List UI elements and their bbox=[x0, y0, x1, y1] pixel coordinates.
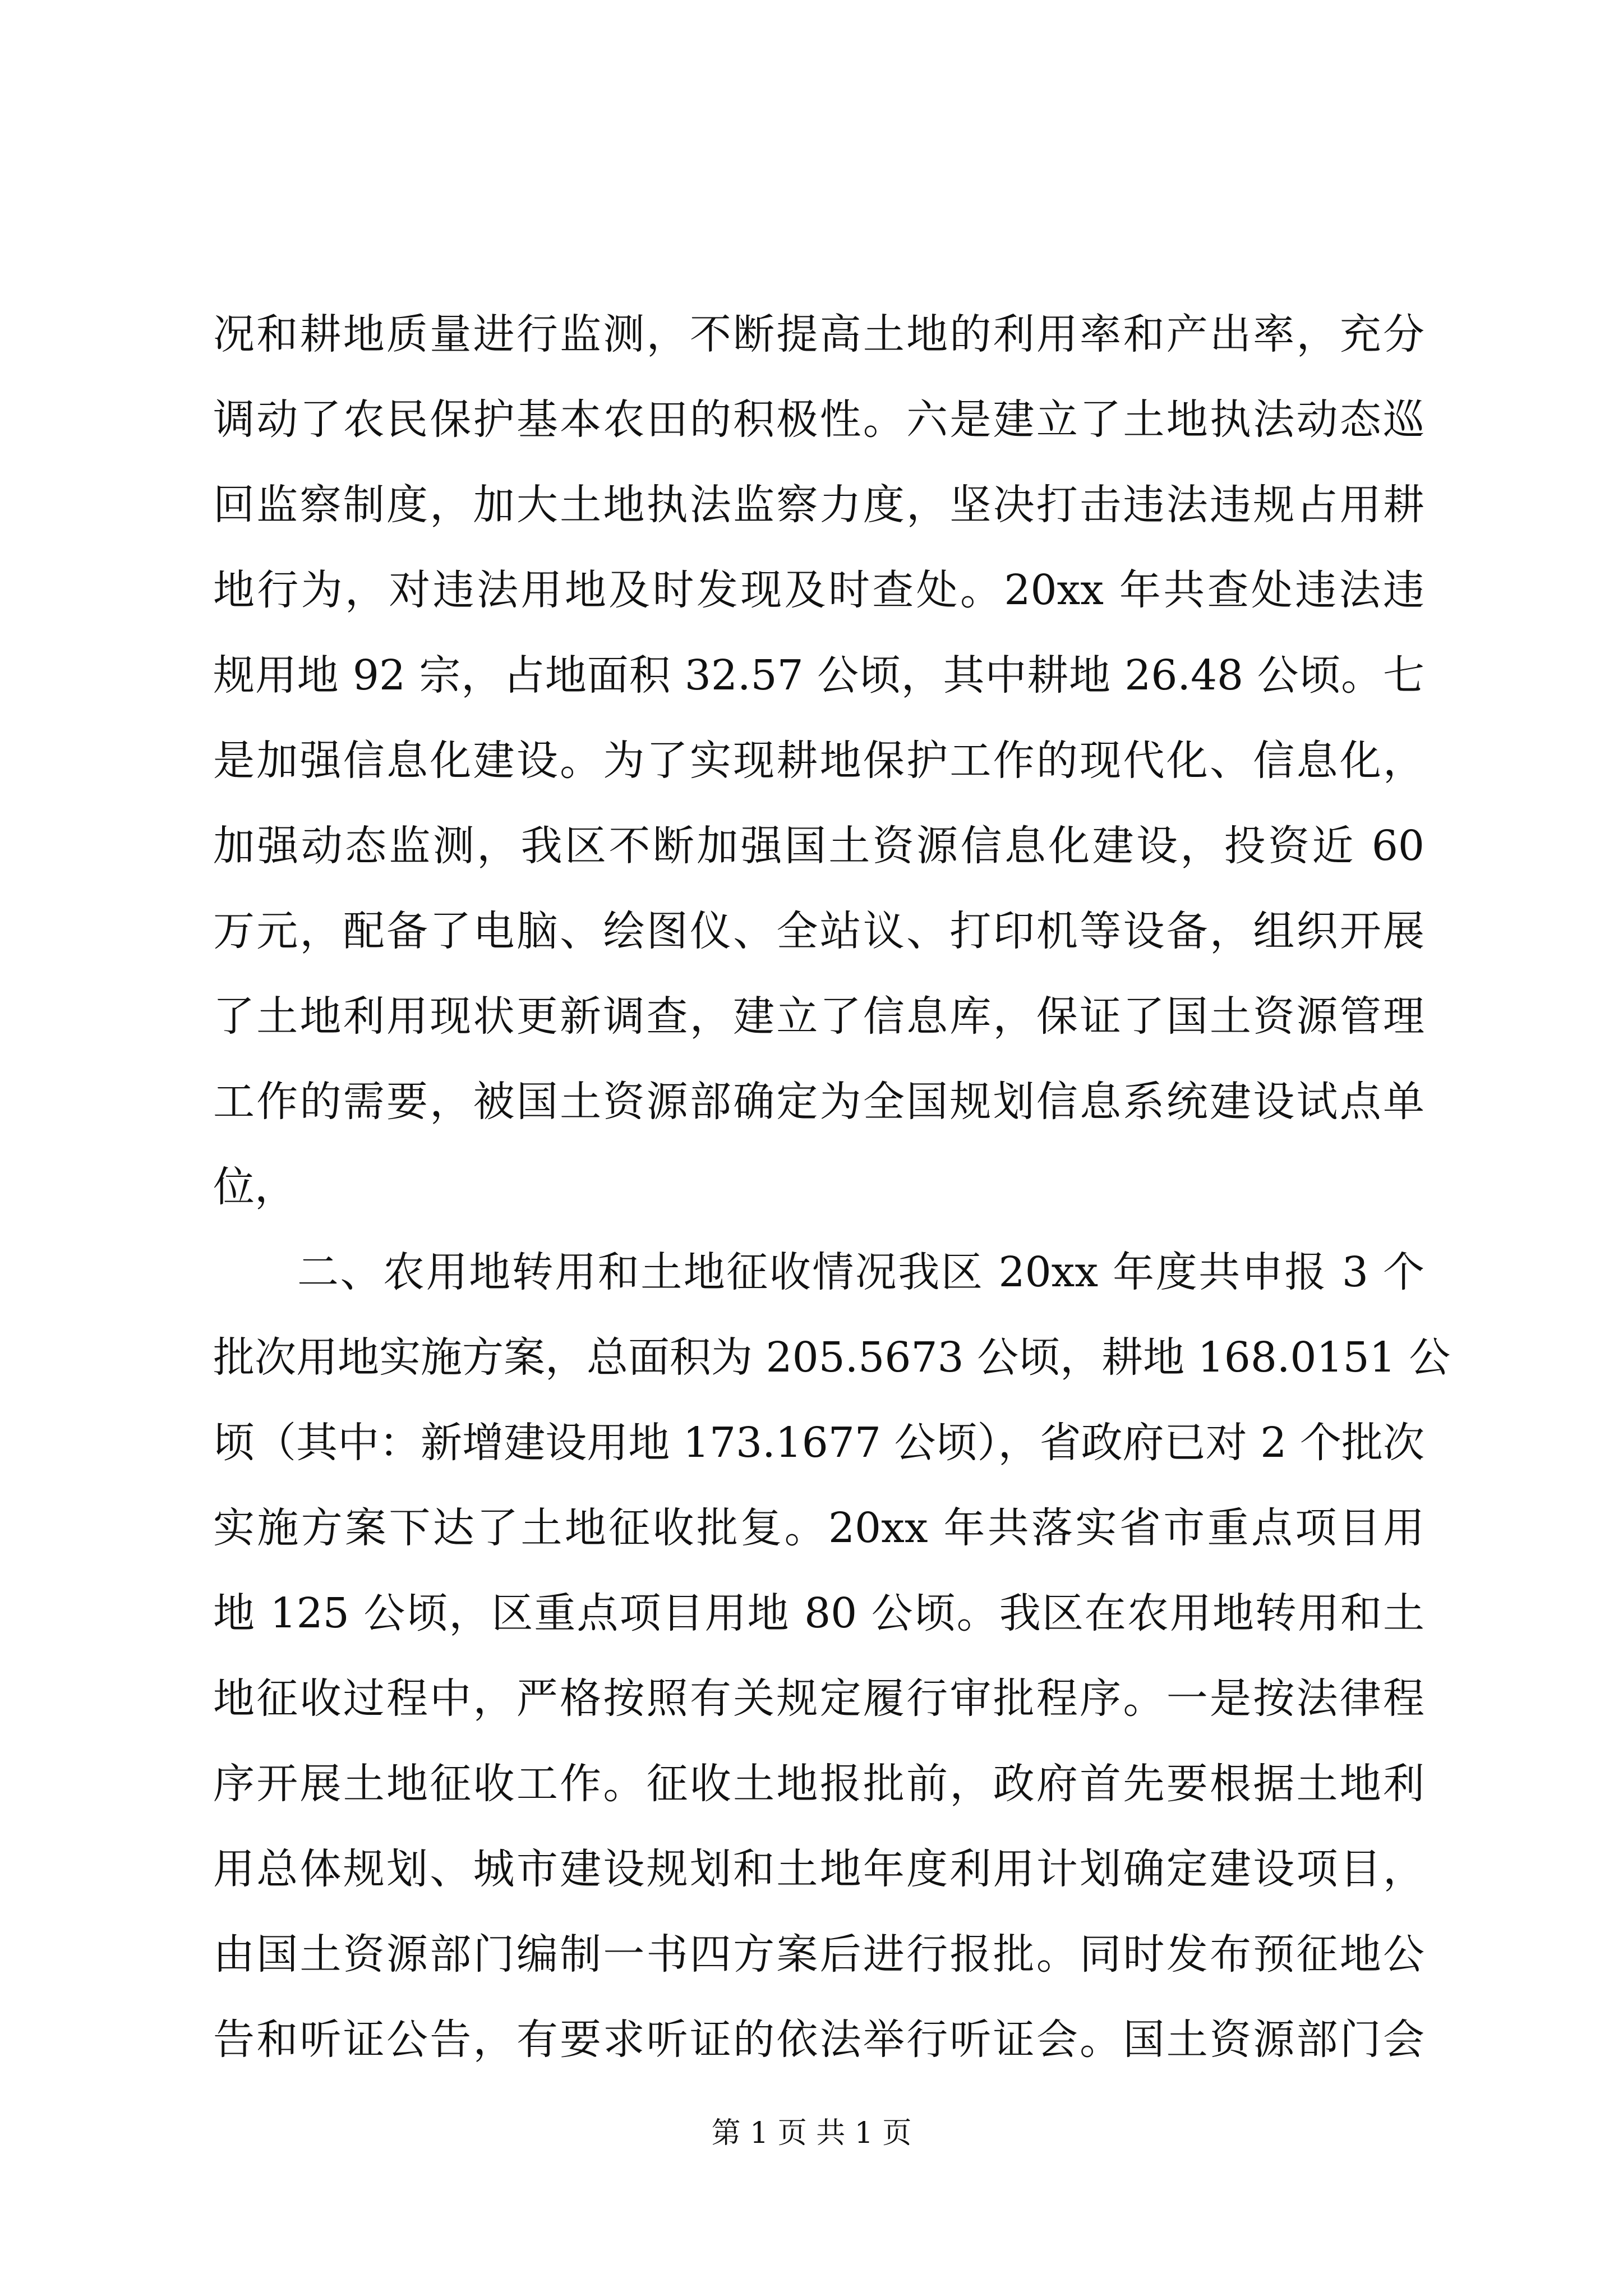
paragraph-line: 回监察制度，加大土地执法监察力度，坚决打击违法违规占用耕 bbox=[213, 481, 1424, 529]
paragraph-line: 地行为，对违法用地及时发现及时查处。20xx 年共查处违法违 bbox=[213, 566, 1424, 614]
paragraph-line: 位， bbox=[213, 1163, 296, 1211]
paragraph-line: 用总体规划、城市建设规划和土地年度利用计划确定建设项目， bbox=[213, 1845, 1424, 1893]
paragraph-line: 规用地 92 宗，占地面积 32.57 公顷，其中耕地 26.48 公顷。七 bbox=[213, 651, 1424, 700]
document-body bbox=[213, 292, 1451, 2082]
paragraph-line: 批次用地实施方案，总面积为 205.5673 公顷，耕地 168.0151 公 bbox=[213, 1333, 1451, 1382]
paragraph-line: 了土地利用现状更新调查，建立了信息库，保证了国土资源管理 bbox=[213, 992, 1424, 1041]
paragraph-line: 序开展土地征收工作。征收土地报批前，政府首先要根据土地利 bbox=[213, 1760, 1424, 1808]
paragraph-line: 实施方案下达了土地征收批复。20xx 年共落实省市重点项目用 bbox=[213, 1504, 1424, 1552]
paragraph-line: 况和耕地质量进行监测，不断提高土地的利用率和产出率，充分 bbox=[213, 310, 1424, 358]
paragraph-line: 二、农用地转用和土地征收情况我区 20xx 年度共申报 3 个 bbox=[297, 1248, 1424, 1296]
paragraph-line: 调动了农民保护基本农田的积极性。六是建立了土地执法动态巡 bbox=[213, 395, 1424, 444]
paragraph-2 bbox=[213, 1230, 1451, 2082]
page-number: 第 1 页 共 1 页 bbox=[711, 2116, 912, 2150]
paragraph-line: 地 125 公顷，区重点项目用地 80 公顷。我区在农用地转用和土 bbox=[213, 1589, 1424, 1637]
paragraph-line: 顷（其中：新增建设用地 173.1677 公顷），省政府已对 2 个批次 bbox=[213, 1419, 1424, 1467]
paragraph-line: 加强动态监测，我区不断加强国土资源信息化建设，投资近 60 bbox=[213, 822, 1424, 870]
paragraph-line: 工作的需要，被国土资源部确定为全国规划信息系统建设试点单 bbox=[213, 1078, 1424, 1126]
paragraph-line: 告和听证公告，有要求听证的依法举行听证会。国土资源部门会 bbox=[213, 2016, 1424, 2064]
paragraph-line: 由国土资源部门编制一书四方案后进行报批。同时发布预征地公 bbox=[213, 1930, 1424, 1978]
paragraph-1 bbox=[213, 292, 1424, 1230]
page-footer bbox=[0, 2109, 1623, 2151]
paragraph-line: 万元，配备了电脑、绘图仪、全站议、打印机等设备，组织开展 bbox=[213, 907, 1424, 955]
paragraph-line: 是加强信息化建设。为了实现耕地保护工作的现代化、信息化， bbox=[213, 737, 1424, 785]
paragraph-line: 地征收过程中，严格按照有关规定履行审批程序。一是按法律程 bbox=[213, 1674, 1424, 1723]
